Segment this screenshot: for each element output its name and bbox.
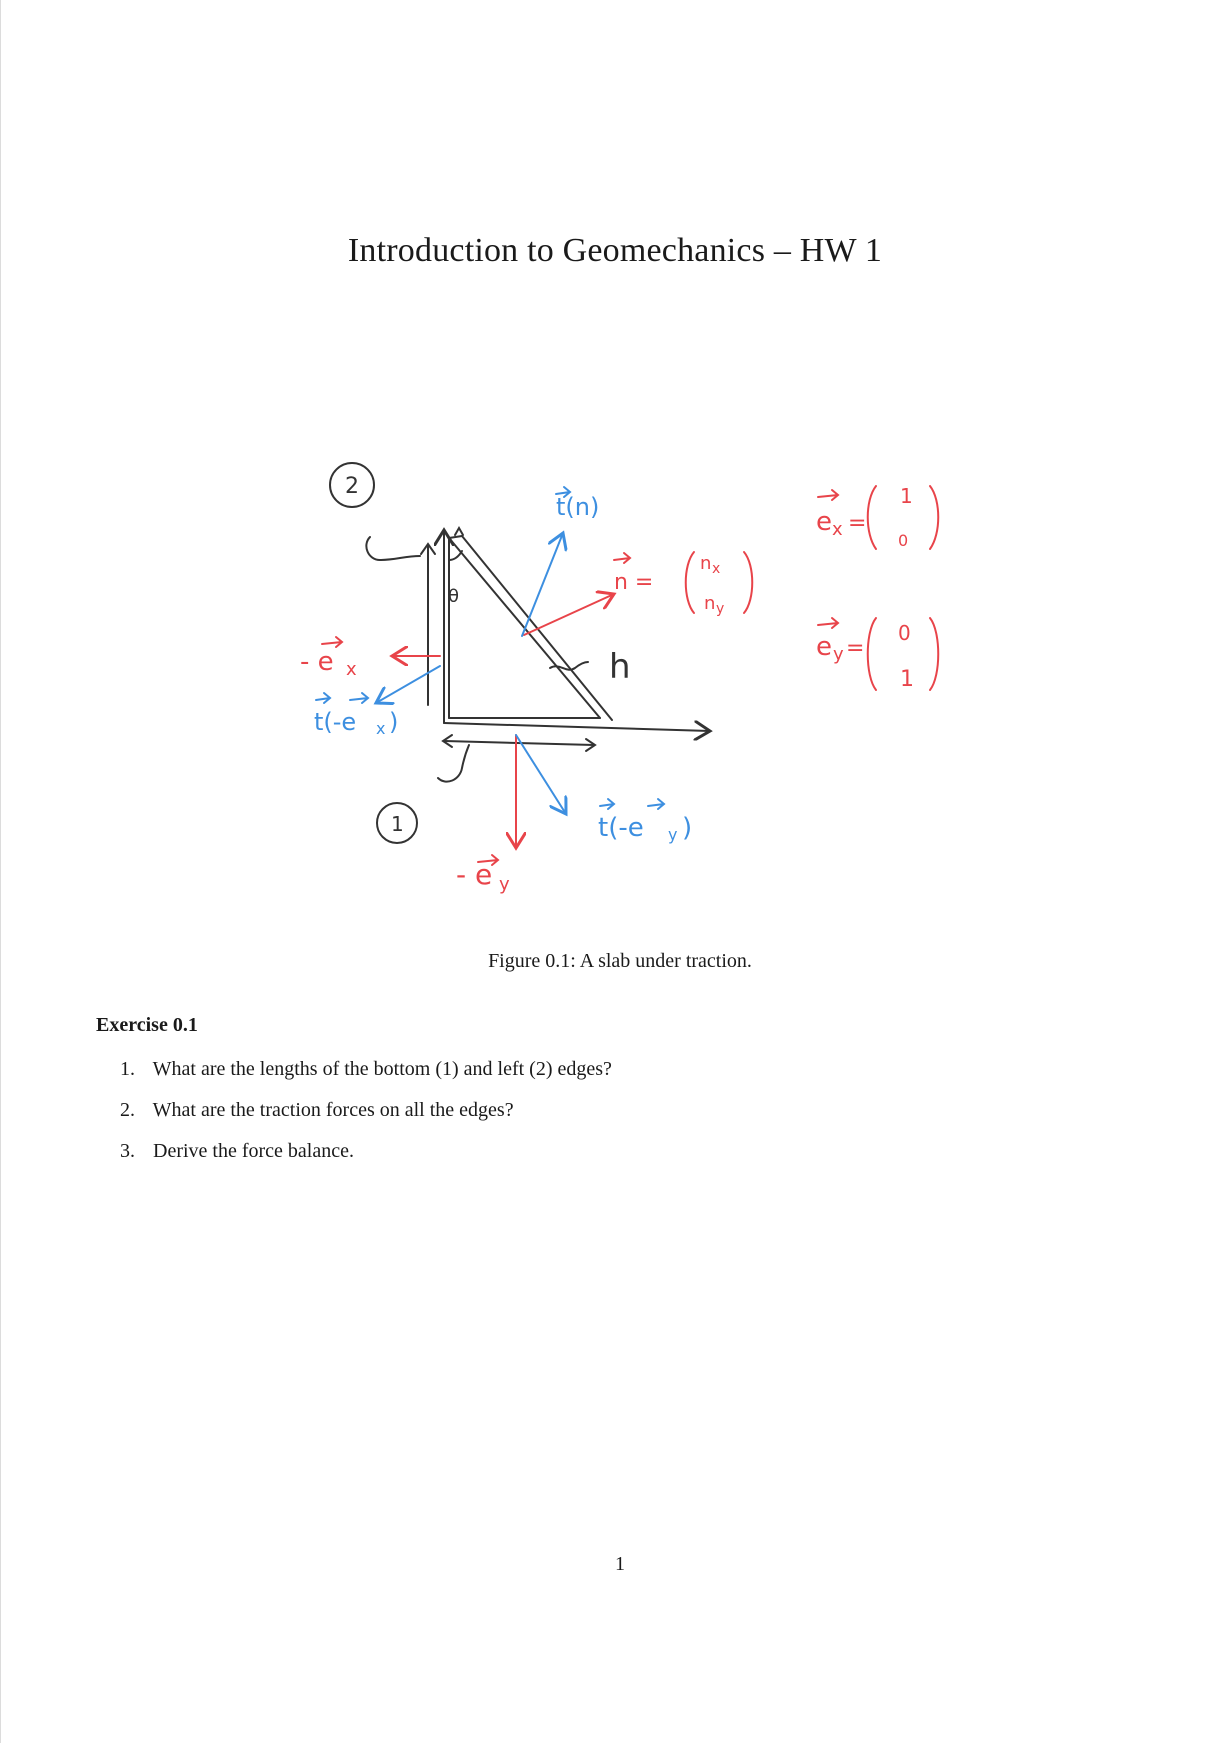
- exercise-item-text: What are the traction forces on all the edges?: [152, 1099, 514, 1121]
- ex-def-sub: x: [832, 519, 843, 540]
- neg-ey-label: - e: [456, 858, 493, 891]
- ny-label: n: [704, 593, 716, 614]
- angle-arc: [449, 551, 462, 560]
- ey-paren-right: [930, 618, 938, 690]
- tnegex-overarrow: [316, 693, 330, 703]
- ey-paren-left: [868, 618, 876, 690]
- n-paren-right: [744, 552, 752, 613]
- ex-def-overarrow: [818, 490, 838, 500]
- ey-def-sub: y: [833, 644, 844, 665]
- edge-1-label: 1: [391, 812, 404, 836]
- exercise-item-number: 1.: [120, 1058, 135, 1080]
- n-eq-label: n =: [614, 570, 654, 595]
- traction-neg-ey-vector: [516, 735, 566, 814]
- normal-vector: [524, 594, 614, 635]
- exercise-heading: Exercise 0.1: [96, 1014, 198, 1036]
- exercise-item: [120, 1139, 612, 1180]
- edge-2-label: 2: [345, 474, 359, 499]
- exercise-list: [120, 1057, 612, 1180]
- neg-ex-overarrow: [322, 637, 342, 647]
- top-tick: [455, 528, 463, 535]
- exercise-item-number: 3.: [120, 1140, 135, 1162]
- n-overarrow: [614, 553, 630, 563]
- neg-ey-sub: y: [499, 874, 510, 895]
- page-number: 1: [615, 1553, 625, 1575]
- t-neg-ey-sub: y: [668, 825, 678, 844]
- figure-caption: Figure 0.1: A slab under traction.: [488, 950, 752, 972]
- ex-paren-left: [868, 486, 876, 549]
- ey-top-value: 0: [898, 621, 911, 645]
- edge-markers: [330, 463, 417, 843]
- tnegey-inner-overarrow: [648, 799, 664, 809]
- tnegey-overarrow: [600, 799, 614, 809]
- ex-top-value: 1: [900, 484, 913, 508]
- traction-neg-ex-vector: [376, 666, 440, 703]
- neg-ex-sub: x: [346, 659, 357, 680]
- nx-sub: x: [712, 561, 721, 577]
- angle-label: θ: [448, 586, 460, 607]
- exercise-item: [120, 1098, 612, 1139]
- dim-left-brace: [366, 537, 420, 560]
- ex-bottom-value: 0: [898, 531, 909, 550]
- slab-top-cap: [449, 536, 462, 538]
- ey-def-equals: =: [846, 636, 865, 661]
- t-neg-ex-label: t(-e: [314, 708, 357, 736]
- nx-label: n: [700, 553, 712, 574]
- t-neg-ey-label: t(-e: [598, 813, 644, 843]
- ny-sub: y: [716, 601, 725, 617]
- exercise-item: [120, 1057, 612, 1098]
- ey-def-overarrow: [818, 618, 838, 628]
- exercise-item-text: Derive the force balance.: [153, 1140, 354, 1162]
- thickness-label: h: [609, 647, 631, 687]
- ex-def-label: e: [816, 507, 832, 537]
- exercise-item-text: What are the lengths of the bottom (1) and left (2) edges?: [152, 1058, 612, 1080]
- neg-ex-label: - e: [300, 647, 334, 677]
- ey-bottom-value: 1: [900, 667, 914, 692]
- tnegex-inner-overarrow: [350, 693, 368, 703]
- ex-paren-right: [930, 486, 938, 549]
- t-n-label: t(n): [556, 493, 600, 521]
- ex-def-equals: =: [848, 511, 867, 536]
- dim-bottom-brace: [438, 745, 469, 782]
- t-neg-ex-sub: x: [376, 719, 386, 738]
- t-neg-ey-close: ): [682, 813, 693, 843]
- ink-drawing: [366, 528, 710, 782]
- t-neg-ex-close: ): [389, 708, 399, 736]
- ey-def-label: e: [816, 632, 832, 662]
- exercise-item-number: 2.: [120, 1099, 135, 1121]
- n-paren-left: [686, 552, 694, 613]
- page-title: Introduction to Geomechanics – HW 1: [347, 232, 883, 269]
- x-axis-line: [444, 723, 710, 731]
